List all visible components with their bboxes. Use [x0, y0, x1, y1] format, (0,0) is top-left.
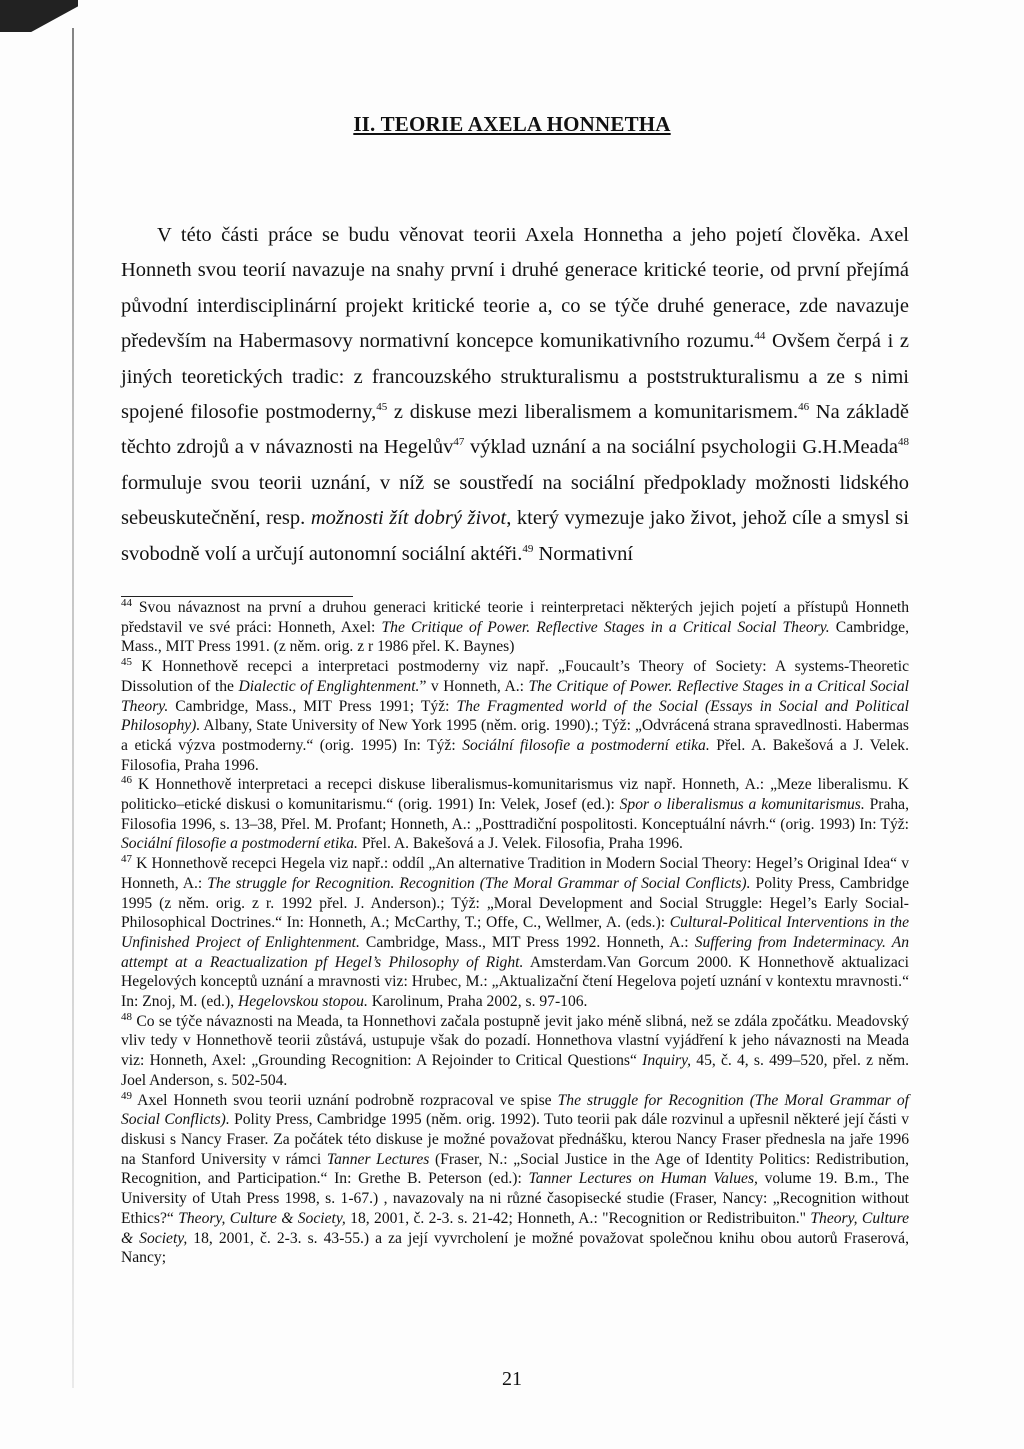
footnote-text: 18, 2001, č. 2-3. s. 43-55.) a za její vyvrcholení je možné považovat společnou knihu obou autorů Fraserová, Nancy;	[121, 1229, 909, 1267]
footnote-text: (Fraser, N.: „Social Justice in the Age of Identity Politics: Redistribution, Recognition, and Participation.“ In: Grethe B. Peterson (ed.):	[121, 1150, 909, 1188]
footnote-number: 45	[121, 655, 132, 668]
footnote-title: Tanner Lectures	[326, 1150, 430, 1168]
footnote-title: Sociální filosofie a postmoderní etika.	[462, 736, 710, 754]
footnote-ref-47: 47	[453, 436, 465, 449]
footnote-ref-48: 48	[898, 436, 909, 449]
footnote-text: K Honnethově recepci a interpretaci postmoderny viz např. „Foucault’s Theory of Society: A systems-Theoretic Dissolution of the	[121, 658, 909, 695]
footnote-title: Tanner Lectures on Human Values,	[528, 1170, 758, 1188]
body-paragraph	[121, 218, 909, 572]
footnote-text: Přel. A. Bakešová a J. Velek. Filosofia, Praha 1996.	[357, 835, 683, 853]
footnote-title: The struggle for Recognition (The Moral Grammar of Social Conflicts).	[121, 1091, 909, 1129]
body-text-3: z diskuse mezi liberalismem a komunitarismem.	[387, 401, 799, 424]
body-text-8: Normativní	[533, 542, 634, 565]
footnote-number: 49	[121, 1089, 132, 1102]
footnote-text: K Honnethově recepci Hegela viz např.: oddíl „An alternative Tradition in Modern Social Theory: Hegel’s Original Idea“ v Honneth, A.:	[121, 855, 909, 892]
body-text-6: formuluje svou teorii uznání, v níž se soustředí na sociální předpoklady možnosti lidského sebeuskutečnění, resp.	[121, 471, 909, 530]
footnote-title: Cultural-Political Interventions in the Unfinished Project of Enlightenment.	[121, 914, 910, 951]
footnote-text: 18, 2001, č. 2-3. s. 21-42; Honneth, A.: "Recognition or Redistribuiton."	[345, 1209, 811, 1227]
footnote-text: ” v Honneth, A.:	[419, 677, 529, 695]
chapter-heading: II. TEORIE AXELA HONNETHA	[353, 112, 671, 136]
footnote-46	[121, 775, 909, 854]
footnote-text: K Honnethově interpretaci a recepci diskuse liberalismus-komunitarismus viz např. Honneth, A.: „Meze liberalismu. K politicko–etické diskusi o komunitarismu.“ (orig. 1991) In: Velek, Josef (ed.):	[121, 776, 909, 814]
footnote-text: Cambridge, Mass., MIT Press 1992. Honneth, A.:	[359, 933, 695, 951]
footnote-text: 45, č. 4, s. 499–520, přel. z něm. Joel Anderson, s. 502-504.	[121, 1052, 909, 1089]
footnote-ref-46: 46	[798, 401, 810, 414]
footnote-number: 44	[121, 596, 132, 609]
body-text-7: , který vymezuje jako život, jehož cíle a smysl si svobodně volí a určují autonomní sociální aktéři.	[121, 507, 909, 565]
body-text-2: Ovšem čerpá i z jiných teoretických tradic: z francouzského strukturalismu a poststrukturalismu a ze s nimi spojené filosofie postmoderny,	[121, 330, 909, 424]
body-text-1: V této části práce se budu věnovat teorii Axela Honnetha a jeho pojetí člověka. Axel Honneth svou teorií navazuje na snahy první i druhé generace kritické teorie, od první přejímá původní interdisciplinární projekt kritické teorie a, co se týče druhé generace, zde navazuje především na Habermasovy normativní koncepce komunikativního rozumu.	[121, 224, 909, 353]
footnote-49	[121, 1091, 909, 1268]
footnote-separator	[121, 596, 353, 597]
footnote-44	[121, 598, 909, 657]
footnote-text: Co se týče návaznosti na Meada, ta Honnethovi začala postupně jevit jako méně slibná, než se zdála zpočátku. Meadovský vliv tedy v Honnethově teorii zůstává, ustupuje však do pozadí. Honnethova vlastní vyjádření k jeho návaznosti na Meada viz: Honneth, Axel: „Grounding Recognition: A Rejoinder to Critical Questions“	[121, 1012, 909, 1070]
footnote-title: Sociální filosofie a postmoderní etika.	[121, 835, 358, 853]
footnote-48	[121, 1012, 909, 1091]
footnote-title: Spor o liberalismus a komunitarismus.	[619, 796, 865, 814]
scan-edge-line	[72, 28, 74, 1388]
footnote-text: Přel. A. Bakešová a J. Velek. Filosofia, Praha 1996.	[121, 736, 909, 774]
footnote-text: Cambridge, Mass., MIT Press 1991; Týž:	[168, 697, 457, 715]
page-number: 21	[502, 1368, 522, 1390]
footnote-text: volume 19. B.m., The University of Utah Press 1998, s. 1-67.) , navazovaly na ni různé časopisecké studie (Fraser, Nancy: „Recognition without Ethics?“	[121, 1170, 909, 1227]
footnote-text: Cambridge, Mass., MIT Press 1991. (z něm. orig. z r 1986 přel. K. Baynes)	[121, 618, 909, 656]
footnote-text: Karolinum, Praha 2002, s. 97-106.	[367, 993, 588, 1011]
footnote-title: The Critique of Power. Reflective Stages in a Critical Social Theory.	[381, 618, 830, 636]
footnote-title: The struggle for Recognition. Recognition (The Moral Grammar of Social Conflicts).	[207, 874, 751, 892]
footnote-title: The Fragmented world of the Social (Essays in Social and Political Philosophy).	[121, 697, 909, 735]
footnote-text: Axel Honneth svou teorii uznání podrobně rozpracoval ve spise	[132, 1091, 558, 1109]
footnote-ref-49: 49	[522, 542, 534, 555]
footnote-47	[121, 854, 909, 1012]
footnote-45	[121, 657, 909, 775]
footnote-ref-45: 45	[376, 401, 388, 414]
footnotes-section	[121, 598, 909, 1268]
footnote-title: Inquiry,	[642, 1052, 692, 1070]
footnote-title: Suffering from Indeterminacy. An attempt at a Reactualization pf Hegel’s Philosophy of Right.	[121, 933, 910, 971]
body-text-5: výklad uznání a na sociální psychologii G.H.Meada	[464, 436, 898, 459]
footnote-title: The Critique of Power. Reflective Stages in a Critical Social Theory.	[121, 677, 910, 715]
footnote-title: Theory, Culture & Society,	[121, 1209, 910, 1247]
footnote-text: Amsterdam.Van Gorcum 2000. K Honnethově aktualizaci Hegelových konceptů uznání a mravnosti viz: Hrubec, M.: „Aktualizační čtení Hegelova pojetí uznání v kontextu mravnosti.“ In: Znoj, M. (ed.),	[121, 953, 910, 1011]
footnote-text: Polity Press, Cambridge 1995 (z něm. orig. z r. 1992 přel. J. Anderson).; Týž: „Moral Development and Social Struggle: Hegel’s Early Social-Philosophical Doctrines.“ In: Honneth, A.; McCarthy, T.; Offe, C., Wellmer, A. (eds.):	[121, 874, 909, 932]
footnote-text: Praha, Filosofia 1996, s. 13–38, Přel. M. Profant; Honneth, A.: „Posttradiční pospolitosti. Konceptuální návrh.“ (orig. 1993) In: Týž:	[121, 796, 909, 833]
footnote-text: Svou návaznost na první a druhou generaci kritické teorie i reinterpretaci některých jejich pojetí a přístupů Honneth představil ve své práci: Honneth, Axel:	[121, 599, 909, 636]
body-emphasis: možnosti žít dobrý život	[310, 507, 507, 530]
footnote-title: Theory, Culture & Society,	[178, 1209, 346, 1227]
body-text-4: Na základě těchto zdrojů a v návaznosti na Hegelův	[121, 401, 909, 459]
scan-corner-mark	[0, 0, 78, 32]
footnote-number: 46	[121, 774, 132, 787]
footnote-ref-44: 44	[754, 330, 766, 343]
footnote-title: Dialectic of Englightenment.	[238, 677, 420, 695]
footnote-number: 47	[121, 852, 132, 865]
footnote-number: 48	[121, 1010, 132, 1023]
footnote-title: Hegelovskou stopou.	[237, 993, 368, 1011]
footnote-text: Polity Press, Cambridge 1995 (něm. orig. 1992). Tuto teorii pak dále rozvinul a upřesnil některé její části v diskusi s Nancy Fraser. Za počátek této diskuse je možné považovat přednášku, kterou Nancy Fraser přednesla na jaře 1996 na Stanford University v rámci	[121, 1111, 909, 1168]
footnote-text: Albany, State University of New York 1995 (něm. orig. 1990).; Týž: „Odvrácená strana spravedlnosti. Habermas a etická výzva postmoderny.“ (orig. 1995) In: Týž:	[121, 717, 909, 754]
